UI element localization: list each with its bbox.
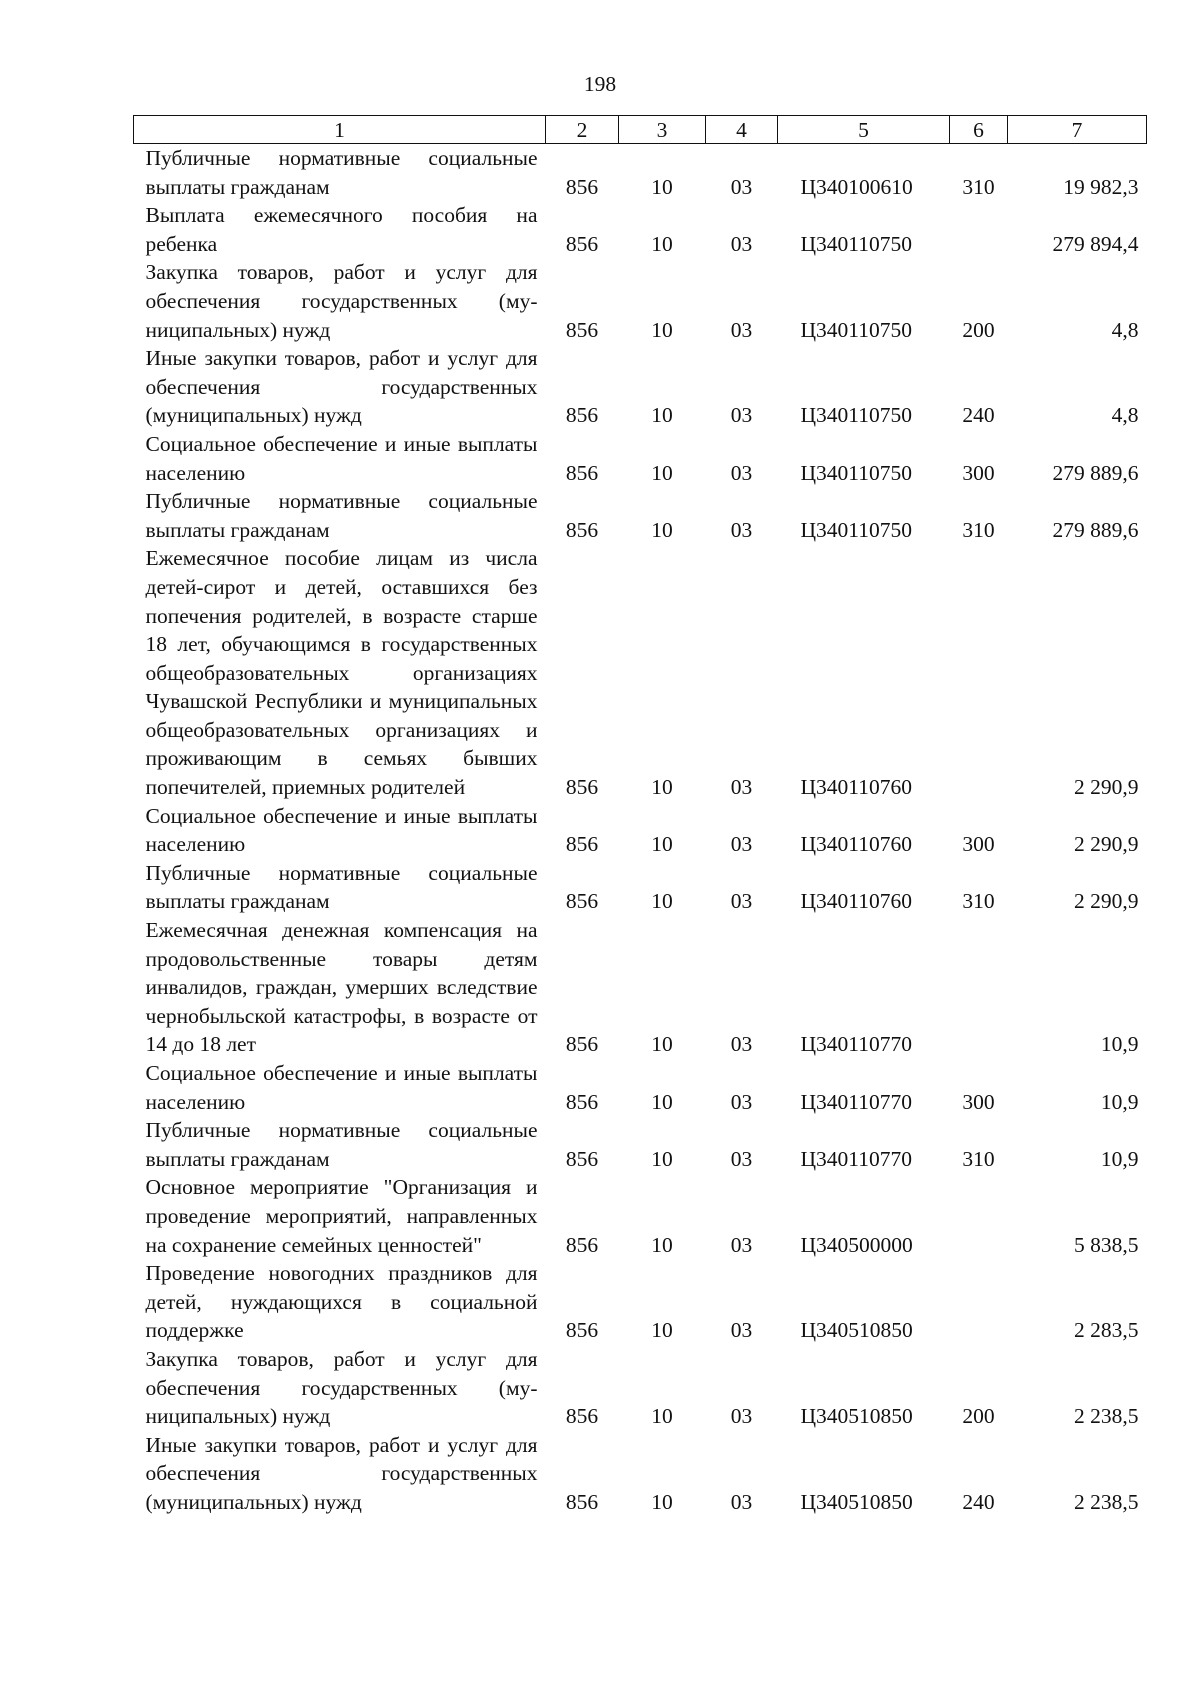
row-ved-code: 856 <box>565 775 599 800</box>
row-target-article: Ц340110770 <box>800 1089 912 1114</box>
row-section-code: 10 <box>651 460 673 485</box>
row-name: Социальное обеспечение и иные выплаты населению <box>145 431 538 485</box>
row-section-code: 10 <box>651 775 673 800</box>
row-subsection-code: 03 <box>730 1318 753 1343</box>
row-amount: 2 283,5 <box>1074 1318 1139 1343</box>
row-target-article: Ц340110770 <box>800 1146 912 1171</box>
row-subsection-code: 03 <box>730 174 753 199</box>
row-ved-code: 856 <box>565 1404 599 1429</box>
column-header-4: 4 <box>706 116 778 144</box>
budget-table <box>133 115 1147 1517</box>
row-name: Закупка товаров, работ и услуг для обеспечения государственных (муниципальных) нужд <box>145 1346 538 1429</box>
row-expense-type <box>950 916 1008 1059</box>
row-ved-code: 856 <box>565 832 599 857</box>
row-amount: 10,9 <box>1100 1032 1139 1057</box>
row-amount: 4,8 <box>1111 403 1139 428</box>
row-ved-code: 856 <box>565 1489 599 1514</box>
row-target-article: Ц340110770 <box>800 1032 912 1057</box>
table-row <box>134 487 1147 544</box>
row-subsection-code: 03 <box>730 1032 753 1057</box>
row-amount: 10,9 <box>1100 1146 1139 1171</box>
row-subsection-code: 03 <box>730 517 753 542</box>
row-subsection-code: 03 <box>730 889 753 914</box>
row-section-code: 10 <box>651 1032 673 1057</box>
row-ved-code: 856 <box>565 1232 599 1257</box>
table-row <box>134 1259 1147 1345</box>
row-ved-code: 856 <box>565 174 599 199</box>
row-target-article: Ц340110750 <box>800 231 912 256</box>
row-target-article: Ц340500000 <box>800 1232 913 1257</box>
row-name: Публичные нормативные социальные выплаты гражданам <box>145 146 538 199</box>
row-expense-type: 240 <box>962 403 995 428</box>
row-amount: 279 894,4 <box>1052 231 1139 256</box>
row-name: Публичные нормативные социальные выплаты гражданам <box>145 860 538 914</box>
row-name: Иные закупки товаров, работ и услуг для обеспечения государственных (муниципальных) нужд <box>145 1432 538 1514</box>
row-name: Иные закупки товаров, работ и услуг для обеспечения государственных (муниципальных) нужд <box>145 346 538 428</box>
column-header-7: 7 <box>1008 116 1147 144</box>
row-amount: 2 290,9 <box>1074 832 1139 857</box>
row-name: Социальное обеспечение и иные выплаты населению <box>145 803 538 857</box>
row-subsection-code: 03 <box>730 1146 753 1171</box>
column-header-1: 1 <box>134 116 546 144</box>
row-subsection-code: 03 <box>730 1232 753 1257</box>
row-expense-type <box>950 544 1008 801</box>
row-section-code: 10 <box>651 231 673 256</box>
table-row <box>134 1116 1147 1173</box>
row-ved-code: 856 <box>565 517 599 542</box>
row-name: Выплата ежемесячного пособия на ребенка <box>145 203 538 256</box>
row-expense-type <box>950 1259 1008 1345</box>
row-subsection-code: 03 <box>730 1089 753 1114</box>
row-ved-code: 856 <box>565 1032 599 1057</box>
row-section-code: 10 <box>651 174 673 199</box>
table-row <box>134 344 1147 430</box>
row-expense-type: 310 <box>962 174 995 199</box>
row-amount: 2 238,5 <box>1074 1404 1139 1429</box>
row-section-code: 10 <box>651 317 673 342</box>
row-ved-code: 856 <box>565 1318 599 1343</box>
row-amount: 4,8 <box>1111 317 1139 342</box>
table-row <box>134 916 1147 1059</box>
row-subsection-code: 03 <box>730 460 753 485</box>
row-subsection-code: 03 <box>730 1404 753 1429</box>
row-expense-type: 300 <box>962 460 995 485</box>
row-expense-type: 310 <box>962 1146 995 1171</box>
row-target-article: Ц340110750 <box>800 517 912 542</box>
row-amount: 19 982,3 <box>1063 174 1139 199</box>
row-target-article: Ц340110750 <box>800 403 912 428</box>
row-target-article: Ц340510850 <box>800 1489 913 1514</box>
row-target-article: Ц340110750 <box>800 460 912 485</box>
table-body <box>134 144 1147 1517</box>
row-amount: 10,9 <box>1100 1089 1139 1114</box>
row-expense-type: 200 <box>962 1404 995 1429</box>
table-row <box>134 1059 1147 1116</box>
row-section-code: 10 <box>651 403 673 428</box>
column-header-6: 6 <box>950 116 1008 144</box>
row-amount: 279 889,6 <box>1052 517 1139 542</box>
table-row <box>134 430 1147 487</box>
row-name: Ежемесячная денежная компенсация на продовольственные товары детям инвалидов, граждан, умерших вследствие чернобыльской катастрофы, в возрасте от 14 до 18 лет <box>145 918 538 1057</box>
row-ved-code: 856 <box>565 1146 599 1171</box>
row-amount: 2 290,9 <box>1074 889 1139 914</box>
table-row <box>134 258 1147 344</box>
row-ved-code: 856 <box>565 317 599 342</box>
table-row <box>134 144 1147 202</box>
row-target-article: Ц340110760 <box>800 832 912 857</box>
row-subsection-code: 03 <box>730 775 753 800</box>
row-subsection-code: 03 <box>730 1489 753 1514</box>
row-section-code: 10 <box>651 517 673 542</box>
row-section-code: 10 <box>651 1318 673 1343</box>
row-expense-type <box>950 201 1008 258</box>
row-section-code: 10 <box>651 889 673 914</box>
row-name: Основное мероприятие "Организация и проведение мероприятий, направленных на сохранение семейных ценностей" <box>145 1175 538 1257</box>
row-section-code: 10 <box>651 1146 673 1171</box>
row-ved-code: 856 <box>565 231 599 256</box>
row-expense-type: 300 <box>962 832 995 857</box>
column-header-5: 5 <box>778 116 950 144</box>
row-expense-type: 300 <box>962 1089 995 1114</box>
row-target-article: Ц340510850 <box>800 1318 913 1343</box>
row-target-article: Ц340110760 <box>800 889 912 914</box>
row-ved-code: 856 <box>565 889 599 914</box>
row-target-article: Ц340100610 <box>800 174 913 199</box>
header-row <box>134 116 1147 144</box>
row-section-code: 10 <box>651 1089 673 1114</box>
table-row <box>134 859 1147 916</box>
row-target-article: Ц340510850 <box>800 1404 913 1429</box>
table-row <box>134 1431 1147 1517</box>
row-expense-type: 200 <box>962 317 995 342</box>
column-header-3: 3 <box>619 116 706 144</box>
row-subsection-code: 03 <box>730 317 753 342</box>
row-section-code: 10 <box>651 832 673 857</box>
column-header-2: 2 <box>546 116 619 144</box>
row-target-article: Ц340110750 <box>800 317 912 342</box>
row-expense-type: 310 <box>962 517 995 542</box>
row-name: Проведение новогодних праздников для детей, нуждающихся в социальной поддержке <box>145 1261 538 1343</box>
row-target-article: Ц340110760 <box>800 775 912 800</box>
row-name: Ежемесячное пособие лицам из числа детей-сирот и детей, оставшихся без попечения родителей, в возрасте старше 18 лет, обучающимся в государственных общеобразовательных организациях Чувашской Республики и муниципальных общеобразовательных организациях и проживающим в семьях бывших попечителей, приемных родителей <box>145 546 538 800</box>
table-row <box>134 802 1147 859</box>
row-name: Закупка товаров, работ и услуг для обеспечения государственных (муниципальных) нужд <box>145 260 538 342</box>
table-row <box>134 201 1147 258</box>
row-amount: 2 238,5 <box>1074 1489 1139 1514</box>
row-amount: 2 290,9 <box>1074 775 1139 800</box>
row-subsection-code: 03 <box>730 231 753 256</box>
table-row <box>134 1173 1147 1259</box>
row-name: Публичные нормативные социальные выплаты гражданам <box>145 489 538 542</box>
row-expense-type <box>950 1173 1008 1259</box>
row-expense-type: 240 <box>962 1489 995 1514</box>
row-subsection-code: 03 <box>730 832 753 857</box>
row-section-code: 10 <box>651 1489 673 1514</box>
table-row <box>134 544 1147 801</box>
row-name: Публичные нормативные социальные выплаты гражданам <box>145 1118 538 1171</box>
page-number: 198 <box>583 72 617 96</box>
row-ved-code: 856 <box>565 460 599 485</box>
row-name: Социальное обеспечение и иные выплаты населению <box>145 1061 538 1114</box>
table-header <box>134 116 1147 144</box>
row-section-code: 10 <box>651 1404 673 1429</box>
row-ved-code: 856 <box>565 1089 599 1114</box>
row-expense-type: 310 <box>962 889 995 914</box>
row-amount: 5 838,5 <box>1074 1232 1139 1257</box>
table-row <box>134 1345 1147 1431</box>
row-amount: 279 889,6 <box>1052 460 1139 485</box>
row-ved-code: 856 <box>565 403 599 428</box>
row-subsection-code: 03 <box>730 403 753 428</box>
row-section-code: 10 <box>651 1232 673 1257</box>
